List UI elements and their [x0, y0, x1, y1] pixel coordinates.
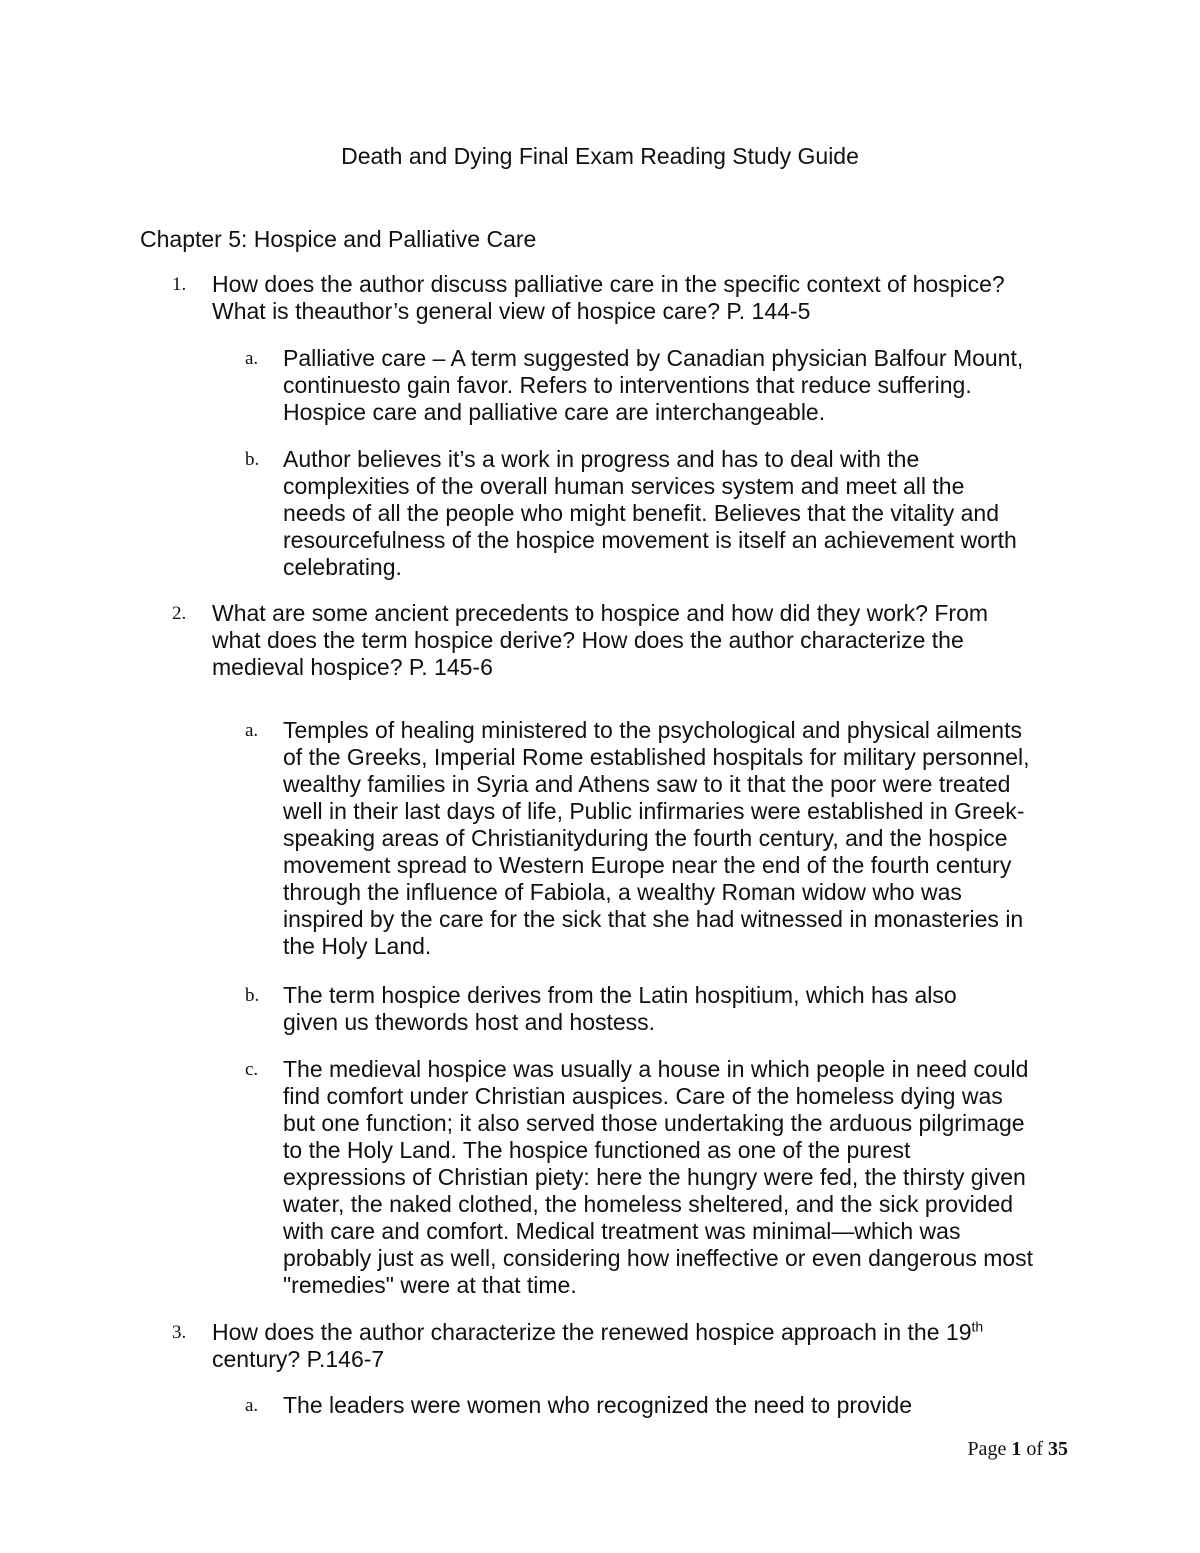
- page-footer: [967, 1436, 1068, 1462]
- question-3-line: century? P.146-7: [212, 1346, 385, 1372]
- question-1-marker: 1.: [172, 274, 187, 295]
- answer-line: "remedies" were at that time.: [283, 1272, 577, 1298]
- answer-2b-marker: b.: [245, 985, 260, 1006]
- question-1: [212, 271, 1082, 325]
- answer-line: Hospice care and palliative care are interchangeable.: [283, 399, 826, 425]
- answer-2b: [283, 982, 1083, 1036]
- answer-2c: [283, 1056, 1083, 1299]
- answer-line: expressions of Christian piety: here the hungry were fed, the thirsty given: [283, 1164, 1026, 1190]
- page-total: 35: [1048, 1438, 1068, 1460]
- question-2-line: medieval hospice? P. 145-6: [212, 654, 493, 680]
- question-2-line: What are some ancient precedents to hospice and how did they work? From: [212, 600, 989, 626]
- page-number: 1: [1011, 1438, 1022, 1460]
- of-word: of: [1026, 1438, 1043, 1460]
- chapter-heading: Chapter 5: Hospice and Palliative Care: [140, 226, 537, 252]
- question-2-line: what does the term hospice derive? How does the author characterize the: [212, 627, 964, 653]
- question-3: [212, 1319, 1082, 1373]
- answer-2a-marker: a.: [245, 720, 259, 741]
- answer-line: The medieval hospice was usually a house in which people in need could: [283, 1056, 1029, 1082]
- answer-2a: [283, 717, 1083, 960]
- answer-line: wealthy families in Syria and Athens saw to it that the poor were treated: [283, 771, 1011, 797]
- ordinal-suffix: th: [971, 1318, 984, 1335]
- answer-line: through the influence of Fabiola, a wealthy Roman widow who was: [283, 879, 962, 905]
- answer-line: complexities of the overall human services system and meet all the: [283, 473, 965, 499]
- answer-line: of the Greeks, Imperial Rome established hospitals for military personnel,: [283, 744, 1030, 770]
- answer-line: celebrating.: [283, 554, 402, 580]
- answer-1b-marker: b.: [245, 449, 260, 470]
- answer-line: Palliative care – A term suggested by Canadian physician Balfour Mount,: [283, 345, 1024, 371]
- answer-line: but one function; it also served those undertaking the arduous pilgrimage: [283, 1110, 1025, 1136]
- answer-line: resourcefulness of the hospice movement is itself an achievement worth: [283, 527, 1017, 553]
- page-word: Page: [967, 1438, 1007, 1460]
- answer-line: The term hospice derives from the Latin hospitium, which has also: [283, 982, 957, 1008]
- answer-1a-marker: a.: [245, 348, 259, 369]
- answer-line: needs of all the people who might benefit. Believes that the vitality and: [283, 500, 1000, 526]
- answer-line: speaking areas of Christianityduring the fourth century, and the hospice: [283, 825, 1008, 851]
- answer-3a-marker: a.: [245, 1395, 259, 1416]
- answer-line: continuesto gain favor. Refers to interventions that reduce suffering.: [283, 372, 972, 398]
- answer-2c-marker: c.: [245, 1059, 259, 1080]
- question-1-line: How does the author discuss palliative care in the specific context of hospice?: [212, 271, 1005, 297]
- question-2-marker: 2.: [172, 603, 187, 624]
- answer-line: to the Holy Land. The hospice functioned as one of the purest: [283, 1137, 911, 1163]
- answer-line: the Holy Land.: [283, 933, 432, 959]
- answer-line: well in their last days of life, Public infirmaries were established in Greek-: [283, 798, 1025, 824]
- answer-line: find comfort under Christian auspices. Care of the homeless dying was: [283, 1083, 1003, 1109]
- answer-line: given us thewords host and hostess.: [283, 1009, 656, 1035]
- answer-line: water, the naked clothed, the homeless sheltered, and the sick provided: [283, 1191, 1014, 1217]
- question-1-line: What is theauthor’s general view of hospice care? P. 144-5: [212, 298, 811, 324]
- answer-line: probably just as well, considering how ineffective or even dangerous most: [283, 1245, 1034, 1271]
- answer-line: The leaders were women who recognized the need to provide: [283, 1392, 913, 1418]
- answer-3a: [283, 1392, 1083, 1419]
- answer-line: movement spread to Western Europe near the end of the fourth century: [283, 852, 1012, 878]
- document-title: Death and Dying Final Exam Reading Study Guide: [341, 143, 859, 169]
- question-3-line: [212, 1319, 1082, 1346]
- answer-1a: [283, 345, 1083, 426]
- question-3-text: How does the author characterize the renewed hospice approach in the 19: [212, 1319, 972, 1345]
- answer-1b: [283, 446, 1083, 581]
- question-2: [212, 600, 1082, 681]
- answer-line: inspired by the care for the sick that she had witnessed in monasteries in: [283, 906, 1024, 932]
- question-3-marker: 3.: [172, 1322, 187, 1343]
- answer-line: with care and comfort. Medical treatment was minimal—which was: [283, 1218, 961, 1244]
- answer-line: Temples of healing ministered to the psychological and physical ailments: [283, 717, 1022, 743]
- answer-line: Author believes it’s a work in progress and has to deal with the: [283, 446, 920, 472]
